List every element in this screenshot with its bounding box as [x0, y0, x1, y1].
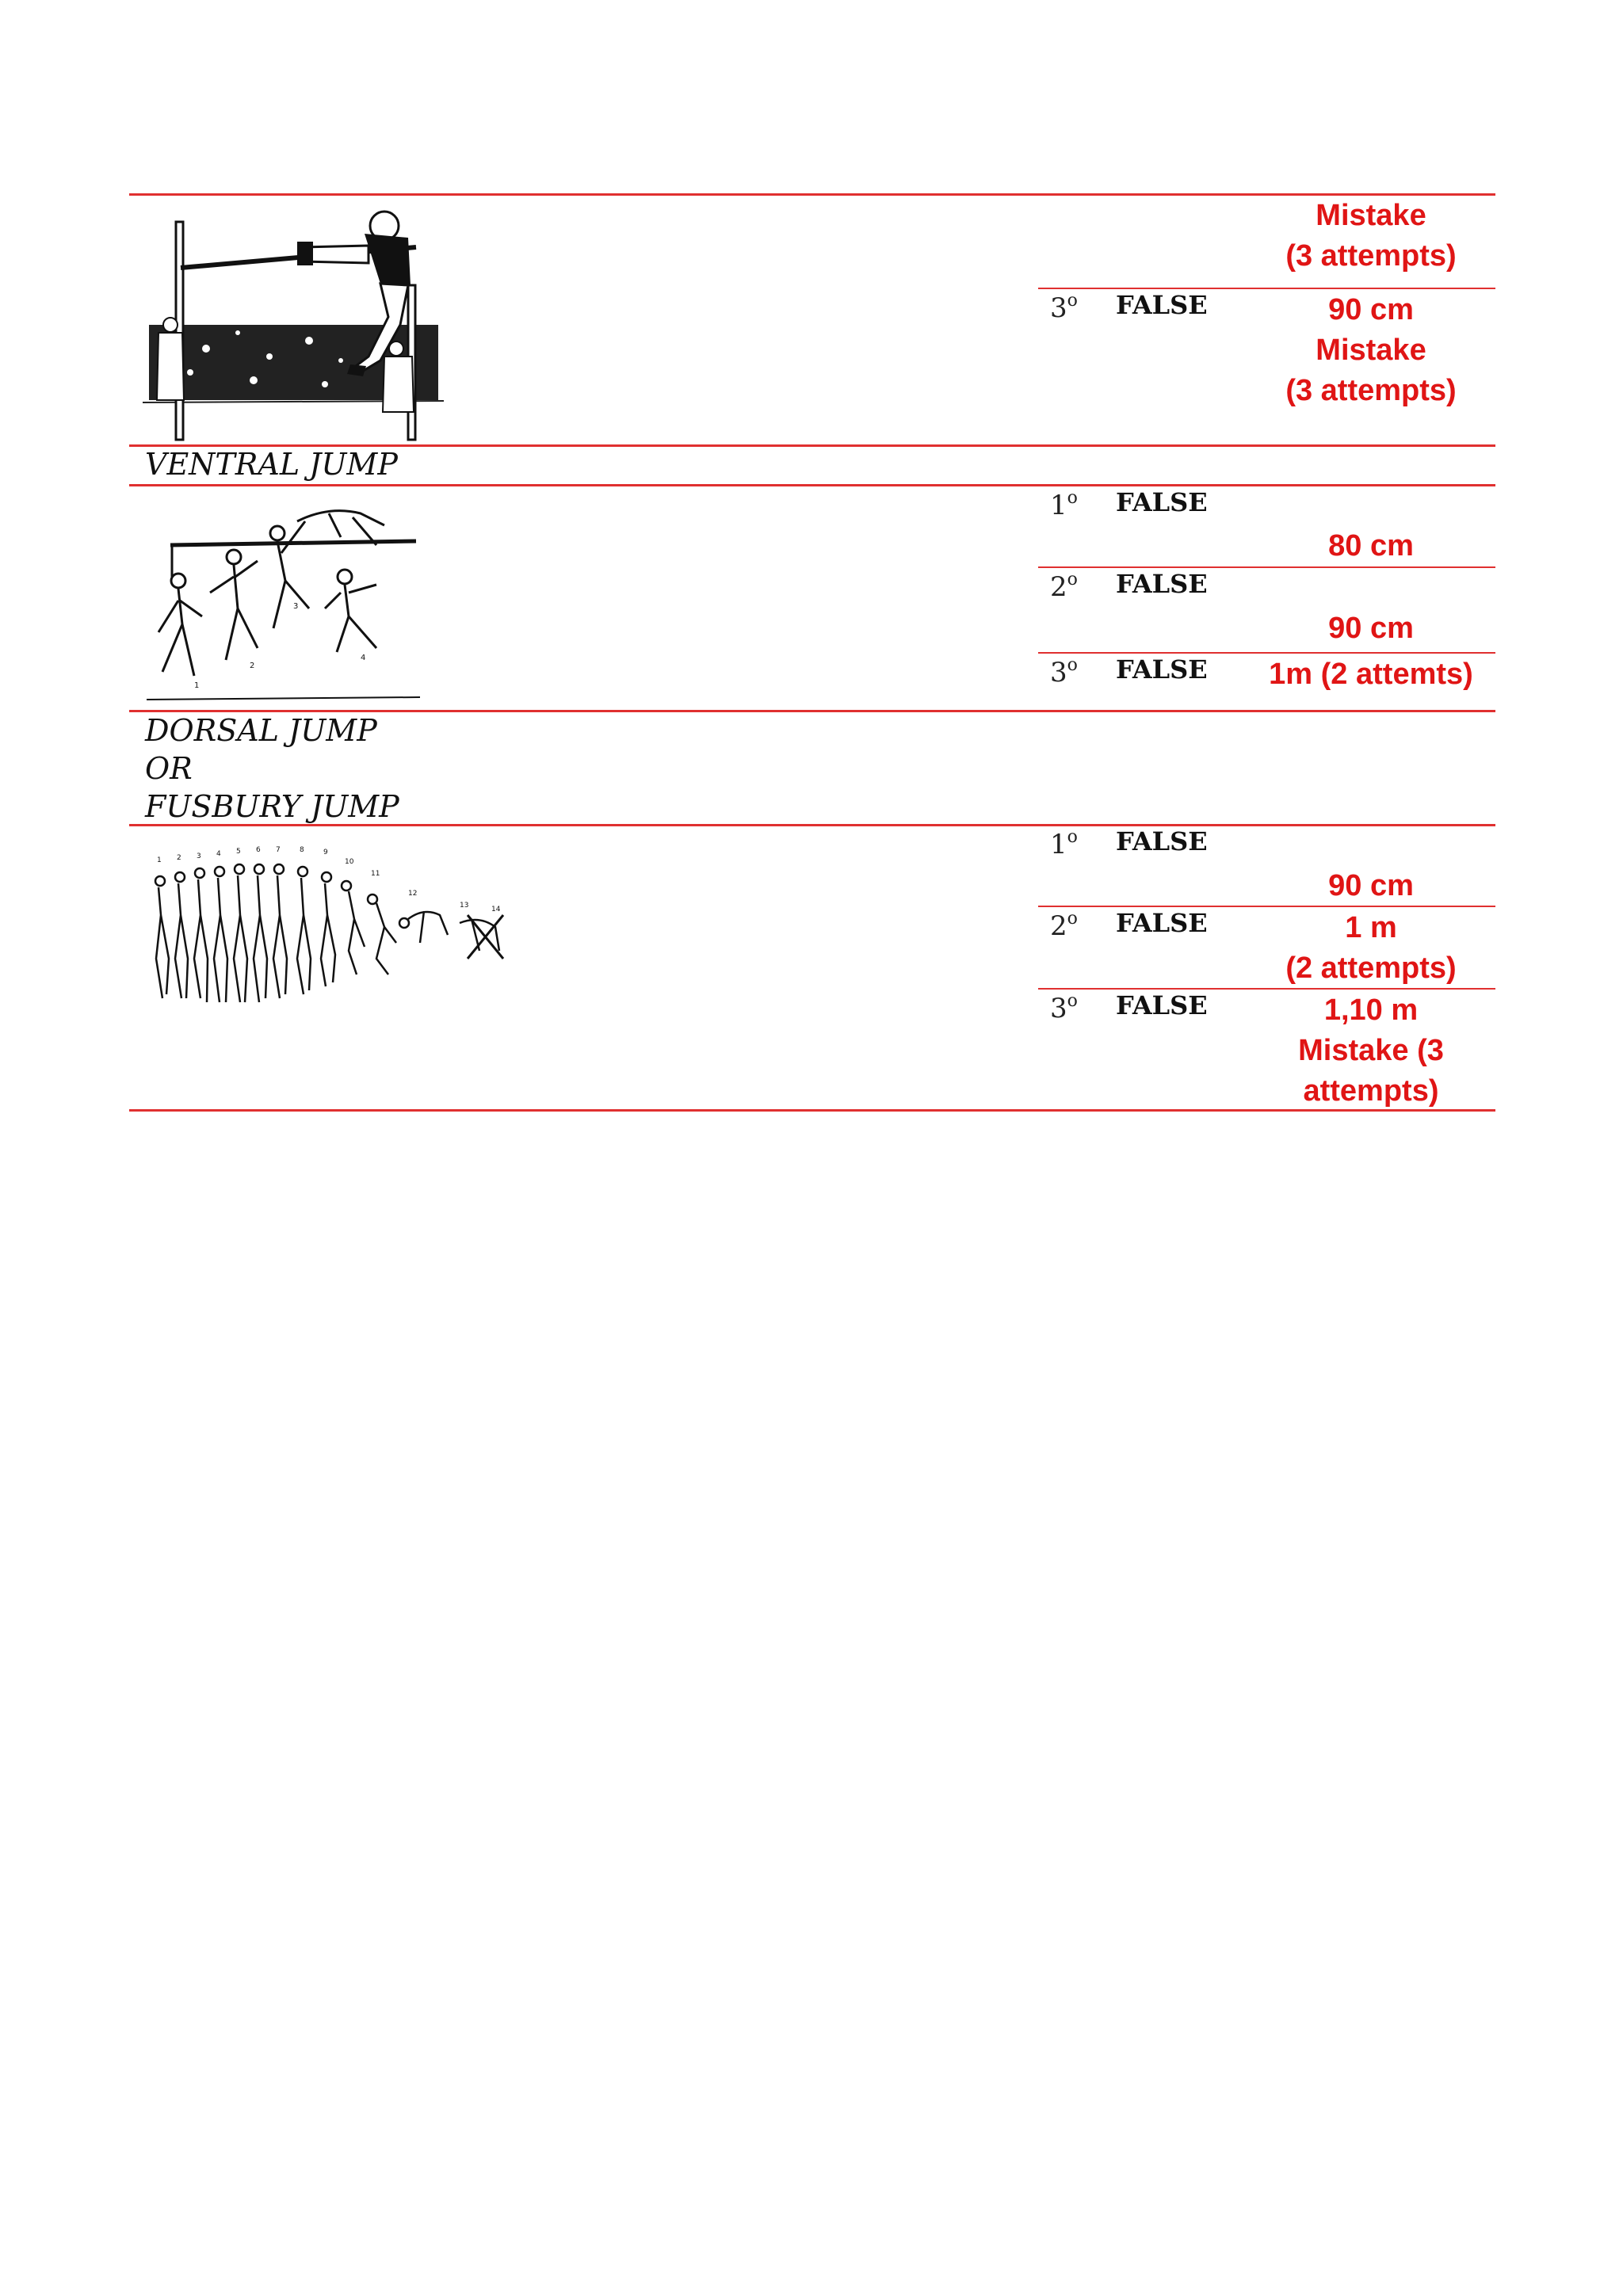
svg-text:8: 8: [300, 846, 304, 854]
ordinal-indicator: o: [1067, 570, 1078, 589]
section-title-ventral: VENTRAL JUMP: [145, 447, 398, 482]
result-text: 90 cm: [1328, 869, 1414, 902]
svg-text:3: 3: [197, 852, 201, 860]
answer-text: FALSE: [1116, 569, 1208, 599]
attempt-number: [1050, 291, 1078, 324]
result-text: 1,10 m Mistake (3 attempts): [1298, 994, 1444, 1108]
answer-text: FALSE: [1116, 826, 1208, 856]
result-text: 80 cm: [1328, 529, 1414, 563]
result-text: 90 cm Mistake (3 attempts): [1285, 293, 1457, 407]
svg-text:2: 2: [177, 854, 181, 862]
attempt-digit: 1: [1050, 829, 1067, 860]
attempt-number: [1050, 991, 1078, 1024]
section-title-line: FUSBURY JUMP: [145, 789, 399, 824]
ordinal-indicator: o: [1067, 909, 1078, 929]
svg-text:11: 11: [371, 870, 380, 878]
rule-row-divider: [1038, 652, 1495, 654]
attempt-digit: 2: [1050, 910, 1067, 942]
rule-row-divider: [1038, 288, 1495, 289]
svg-text:5: 5: [236, 848, 241, 856]
attempt-digit: 3: [1050, 657, 1067, 688]
attempt-digit: 2: [1050, 571, 1067, 603]
attempt-number: [1050, 827, 1078, 860]
result-text: 90 cm: [1328, 612, 1414, 645]
section-title-dorsal: [145, 711, 399, 826]
svg-text:1: 1: [157, 856, 162, 864]
svg-text:1: 1: [194, 681, 200, 690]
section-title-line: OR: [145, 751, 193, 786]
ordinal-indicator: o: [1067, 655, 1078, 675]
dorsal-jump-illustration: [147, 840, 515, 1010]
rule-label-end: [129, 484, 1495, 486]
svg-text:7: 7: [276, 846, 281, 854]
svg-text:3: 3: [293, 602, 299, 611]
svg-text:13: 13: [460, 902, 469, 910]
answer-text: FALSE: [1116, 290, 1208, 320]
answer-text: FALSE: [1116, 654, 1208, 685]
attempt-number: [1050, 655, 1078, 688]
answer-text: FALSE: [1116, 990, 1208, 1020]
svg-text:6: 6: [256, 846, 261, 854]
ventral-jump-illustration: [147, 490, 420, 707]
result-text: 1 m (2 attempts): [1285, 911, 1457, 985]
ordinal-indicator: o: [1067, 488, 1078, 508]
attempt-number: [1050, 570, 1078, 603]
result-text: 1m (2 attemts): [1269, 658, 1473, 691]
result-text: Mistake (3 attempts): [1285, 199, 1457, 273]
scissors-jump-illustration: [143, 198, 444, 444]
section-title-line: DORSAL JUMP: [145, 713, 377, 748]
ordinal-indicator: o: [1067, 827, 1078, 847]
attempt-number: [1050, 909, 1078, 942]
attempt-digit: 3: [1050, 993, 1067, 1024]
attempt-number: [1050, 488, 1078, 521]
svg-text:4: 4: [361, 654, 366, 662]
rule-row-divider: [1038, 566, 1495, 568]
answer-text: FALSE: [1116, 908, 1208, 938]
ordinal-indicator: o: [1067, 291, 1078, 311]
svg-text:9: 9: [323, 849, 328, 856]
ordinal-indicator: o: [1067, 991, 1078, 1011]
attempt-digit: 3: [1050, 292, 1067, 324]
attempt-digit: 1: [1050, 490, 1067, 521]
svg-text:10: 10: [345, 858, 354, 866]
svg-text:2: 2: [250, 662, 255, 670]
svg-text:14: 14: [491, 906, 501, 913]
svg-text:12: 12: [408, 890, 418, 898]
answer-text: FALSE: [1116, 487, 1208, 517]
svg-text:4: 4: [216, 850, 221, 858]
